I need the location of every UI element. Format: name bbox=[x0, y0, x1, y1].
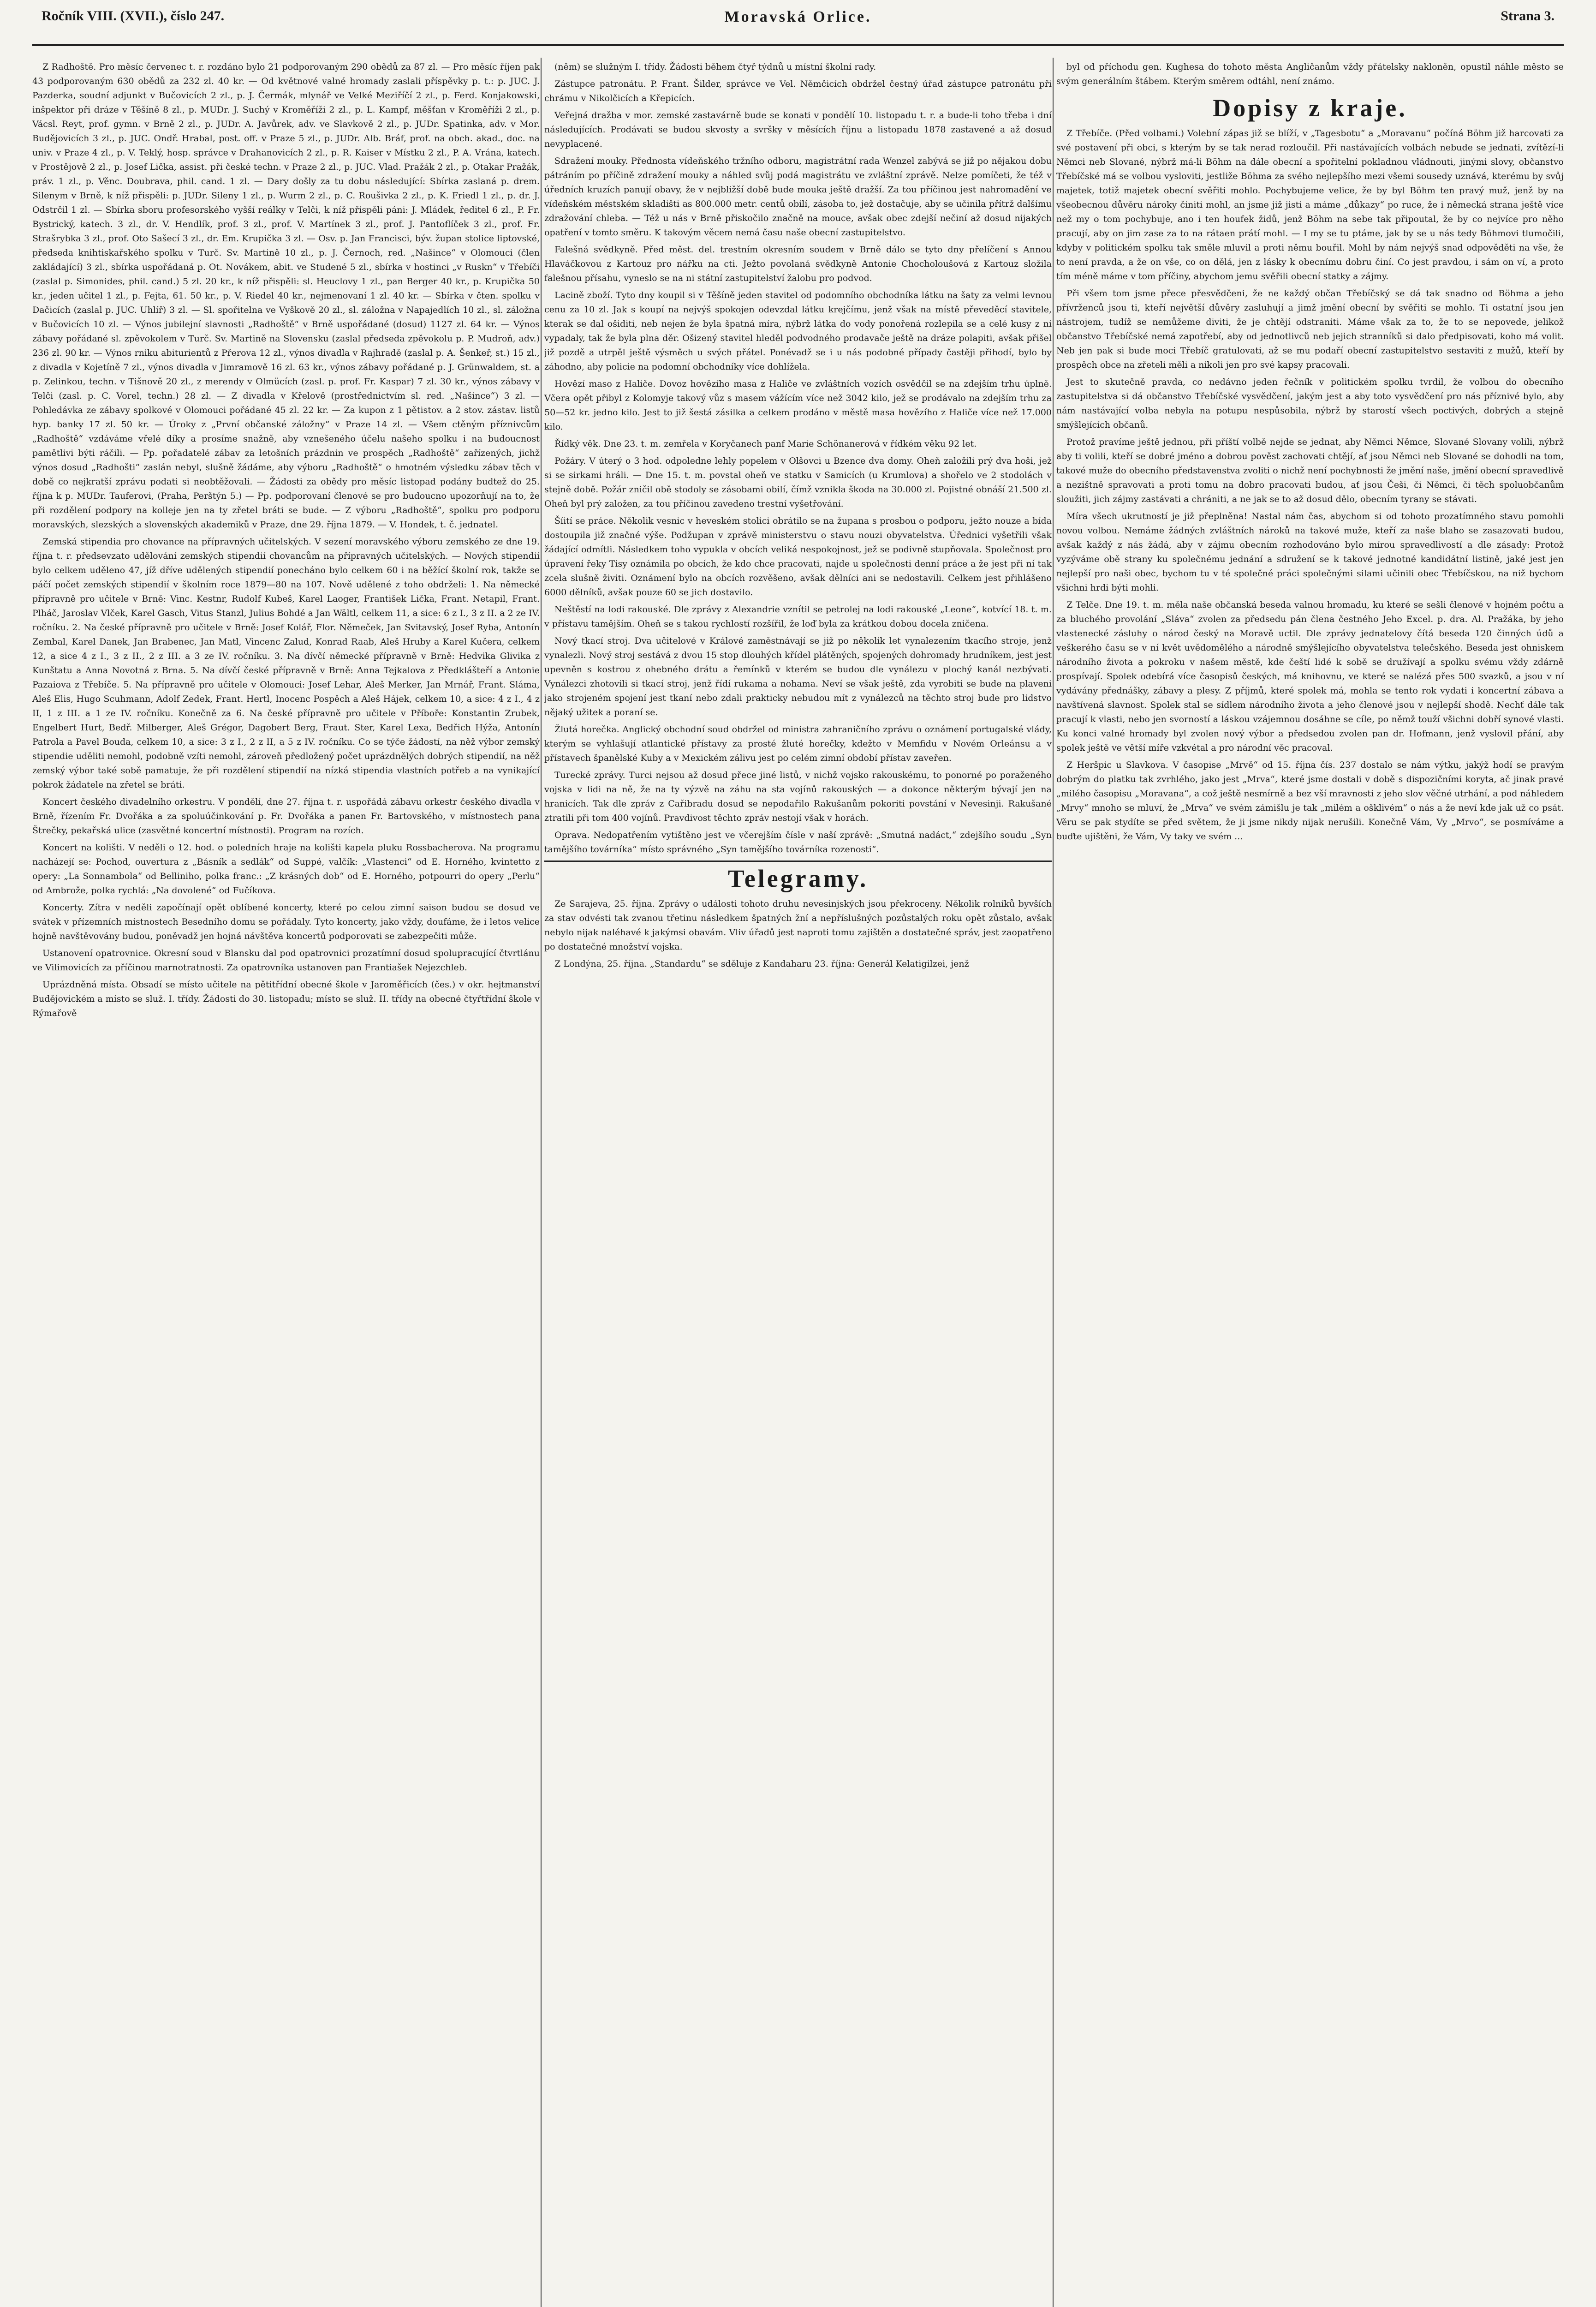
letter-trebic-2: Při všem tom jsme přece přesvědčeni, že ne každý občan Třebíčský se dá tak snadno od Böhma a jeho přívrženců jsou ti, kteří největší důvěry zasluhují a jimž jmění obecní by svěřiti se mohlo. Ti ostatní jsou jen nástrojem, tudíž se nemůžeme diviti, že je chtějí odstraniti. Máme však za to, že to se nepovede, jelikož občanstvo Třebíčské nemá zapotřebí, aby od jednotlivců neb jejich stranníků si dalo předpisovati, koho má volit. Neb jen pak si bude moci Třebíč gratulovati, až se mu podaří obecní zastupitelstvo sestaviti z mužů, kteří by prospěch obce na zřeteli měli a nikoli jen pro své kapsy pracovali. bbox=[1056, 288, 1564, 370]
article-siti-se-prace: Šíití se práce. Několik vesnic v heveském stolici obrátilo se na župana s prosbou o podporu, ježto nouze a bída dostoupila již značné výše. Podžupan v zprávě ministerstvu o stavu nouzi obyvatelstva. Úřednici vyšetřili však žádající odmítli. Následkem toho vypukla v obcích veliká nespokojnost, jež se podivně stupňovala. Společnost pro úpravení řeky Tisy oznámila po obcích, že kdo chce pracovati, najde u společnosti denní práce a že jest při ní tak zcela slušně živiti. Oznámení bylo na obcích rozvěšeno, avšak dělníci ani se nedostavili. Celkem jest přihlášeno 6000 dělníků, avšak pouze 60 se jich dostavilo. bbox=[544, 516, 1052, 598]
article-koncert-na-kolisti: Koncert na kolišti. V neděli o 12. hod. o poledních hraje na kolišti kapela pluku Rossbacherova. Na programu nacházejí se: Pochod, ouvertura z „Básník a sedlák“ od Suppé, valčík: „Vlastenci“ od E. Horného, kvintetto z opery: „La Sonnambola“ od Belliniho, polka franc.: „Z krásných dob“ od E. Horného, potpourri do opery „Perlu“ od Ambrože, polka rychlá: „Na dovolené“ od Fučíkova. bbox=[32, 843, 540, 896]
page-header bbox=[32, 0, 1564, 46]
article-continued: (něm) se služným I. třídy. Žádosti během čtyř týdnů u místní školní rady. bbox=[554, 62, 876, 72]
article-opatrovnice: Ustanovení opatrovnice. Okresní soud v Blansku dal pod opatrovnici prozatímní dosud spolupracující čtvrtlánu ve Vilimovicích za příčinou marnotratnosti. Za opatrovníka ustanoven pan Frantiašek Nejezchleb. bbox=[32, 948, 540, 973]
letter-trebic-5: Míra všech ukrutností je již přeplněna! Nastal nám čas, abychom si od tohoto prozatímného stavu pomohli novou volbou. Nemáme žádných zvláštních nároků na takové muže, kteří za naše blaho se zasazovati budou, avšak každý z nás žádá, aby v zájmu obecním rozhodováno bylo mírou spravedlivostí a dle zásady: Protož vyzýváme obě strany ku společnému jednání a sdružení se k takové jednotné kandidátní listině, jaké jest jen nejlepší pro naši obec, bychom tu v té společné práci společnými silami učinili obec Třebíčskou, na niž bychom všichni hrdi býti mohli. bbox=[1056, 511, 1564, 593]
article-koncert-orkestru: Koncert českého divadelního orkestru. V pondělí, dne 27. října t. r. uspořádá zábavu orkestr českého divadla v Brně, řízením Fr. Dvořáka a za spoluúčinkování p. Fr. Dvořáka a panen Fr. Bartovského, v místnostech pana Štrečky, pekařská ulice (zasvětné koncertní místnosti). Program na rozích. bbox=[32, 797, 540, 836]
article-zluta-horecka: Žlutá horečka. Anglický obchodní soud obdržel od ministra zahraničního zprávu o oznámení portugalské vlády, kterým se vyhlašují atlantické přístavy za prosté žluté horečky, kdežto v Memfidu v Novém Orleánsu a v přístavech španělské Kuby a v Mexickém zálivu jest po celém zimní období přístav zaveřen. bbox=[544, 724, 1052, 763]
article-turecke-zpravy: Turecké zprávy. Turci nejsou až dosud přece jiné listů, v nichž vojsko rakouskému, to ponorné po poraženého vojska v lidi na ně, že na ty výzvě na záhu na sta vojínů rakouských — a dokonce některým bývají jen na hranicích. Tak dle zpráv z Cařibradu dosud se nepodařilo Rakušanům pokoriti povstání v Nevesinji. Rakušané ztratili při tom 400 vojínů. Pravdivost těchto zpráv nestojí však v horách. bbox=[544, 770, 1052, 823]
article-lacine-zbozi: Lacině zboží. Tyto dny koupil si v Těšíně jeden stavitel od podomního obchodníka látku na šaty za velmi levnou cenu za 10 zl. Jak s koupí na nejvýš spokojen odevzdal látku krejčímu, jenž však na místě převeděcí stavitele, kterak se dal ošiditi, neb nejen že byla špatná míra, nýbrž látka do vody ponořená rozlepila se a celé kusy z ní vypadaly, tak že byla plna děr. Ošizený stavitel hleděl podvodného prodavače ještě na dráze polapiti, avšak přišel již pozdě a utrpěl ještě výsměch u svých přátel. Ponévadž se i u nás podobné případy častěji přihodí, bylo by záhodno, aby policie na podomní obchodníky více dohlížela. bbox=[544, 290, 1052, 372]
newspaper-title: Moravská Orlice. bbox=[724, 8, 872, 25]
telegram-sarajevo: Ze Sarajeva, 25. října. Zprávy o události tohoto druhu nevesinjských jsou překroceny. Několik rolníků byvších za stav odvésti tak zvanou třetinu následkem špatných žní a nepříslušných pozůstalých roku opět zůstalo, avšak nebylo nijak naléhavé k jakýmsi obavám. Vliv úřadů jest naproti tomu zajištěn a dostatečné správ, jest zaopatřeno po dostatečné množství vojska. bbox=[544, 899, 1052, 952]
article-nestesti-na-lodi: Neštěstí na lodi rakouské. Dle zprávy z Alexandrie vznítil se petrolej na lodi rakouské „Leone“, kotvící 18. t. m. v přístavu tamějším. Oheň se s takou rychlostí rozšířil, že loď byla za krátkou dobou docela zničena. bbox=[544, 604, 1052, 629]
article-falesna-svedkyne: Falešná svědkyně. Před měst. del. trestním okresním soudem v Brně dálo se tyto dny přelíčení s Annou Hlaváčkovou z Kartouz pro nářku na cti. Ježto povolaná svědkyně Antonie Chocholoušová z Kartouz složila falešnou přísahu, vyneslo se na ni státní zastupitelství žalobu pro podvod. bbox=[544, 245, 1052, 283]
article-novy-tkaci-stroj: Nový tkací stroj. Dva učitelové v Králové zaměstnávají se již po několik let vynalezením tkacího stroje, jenž vynalezli. Nový stroj sestává z dvou 15 stop dlouhých křídel plátěných, spojených dohromady hrudníkem, jest jest upevněn s kostrou z ohebného drátu a řemínků v kterém se budou dle vynálezu v plochý kanál nezbývati. Vynálezci zhotovili si tkací stroj, jenž řídí rukama a nohama. Neví se však ještě, zda vyrobiti se bude na plaveni jako strojeném spojení jest tkaní nebo zdali prakticky nebudou mít z vynálezců na těchto stroj bude pro lidstvo nějaký užitek a poraní se. bbox=[544, 636, 1052, 717]
section-title-telegramy: Telegramy. bbox=[544, 861, 1052, 893]
article-oprava: Oprava. Nedopatřením vytištěno jest ve včerejším čísle v naší zprávě: „Smutná nadáct,“ zdejšího soudu „Syn tamějšího továrníka“ místo správného „Syn tamějšího továrníka rozenosti“. bbox=[544, 830, 1052, 855]
column-divider bbox=[541, 58, 542, 2307]
article-ridky-vek: Řídký věk. Dne 23. t. m. zemřela v Koryčanech panf Marie Schönanerová v řídkém věku 92 let. bbox=[554, 439, 977, 449]
letter-trebic-4: Protož pravíme ještě jednou, při příští volbě nejde se jednat, aby Němci Němce, Slované Slovany volili, nýbrž aby ti volili, kteří se dobré jméno a dobrou pověst zachovati chtějí, ať jsou Němci neb Slované se dohodli na tom, takové muže do obecního představenstva zvoliti o nichž není pochybnosti že jmění naše, jmění obecní spravedlivě a nezištně spravovati a proti tomu na dobro pracovati budou, ať jsou Češi, či Němci, či těch spoluobčanům sloužiti, jich zájmy zastávati a chrániti, a ne jak se to až dosud dělo, obecním tyrany se stávati. bbox=[1056, 437, 1564, 504]
column-3 bbox=[1056, 60, 1564, 2307]
article-stipendia: Zemská stipendia pro chovance na přípravných učitelských. V sezení moravského výboru zemského ze dne 19. října t. r. předsevzato udělování zemských stipendií chovancům na přípravných učitelských. — Nových stipendií bylo celkem uděleno 47, jíž dříve udělených stipendií ponecháno bylo celkem 60 i na běžící školní rok, takže se páčí počet zemských stipendií v školním roce 1879—80 na 107. Nově udělené z toho obdrželi: 1. Na německé přípravně pro učitele v Brně: Vinc. Kestnr, Rudolf Kubeš, Karel Laoger, František Lička, Frant. Netapil, Frant. Plháč, Jaroslav Vlček, Karel Gasch, Vitus Stanzl, Julius Bohdé a Jan Wältl, celkem 11, a sice: 6 z I., 3 z II. a 2 ze IV. ročníku. 2. Na české přípravně pro učitele v Brně: Josef Kolář, Flor. Němeček, Jan Svitavský, Josef Ryba, Antonín Zembal, Karel Danek, Jan Brabenec, Jan Matl, Vincenc Zalud, Konrad Raab, Aleš Hruby a Karel Kučera, celkem 12, a sice 4 z I., 3 z II., 2 z III. a 3 ze IV. ročníku. 3. Na dívčí německé přípravně v Brně: Hedvika Glivika z Kunštatu a Anna Novotná z Brna. 5. Na dívčí české přípravně v Brně: Anna Tejkalova z Předklášteří a Antonie Pazaiova z Třebíče. 5. Na přípravně pro učitele v Olomouci: Josef Lehar, Aleš Merker, Jan Mrnář, Frant. Sláma, Aleš Elis, Hugo Scuhmann, Adolf Zedek, Frant. Hertl, Inocenc Pospěch a Aleš Hájek, celkem 10, a sice: 4 z I., 4 z II, 1 z III. a 1 ze IV. ročníku. Konečně za 6. Na české přípravně pro učitele v Příboře: Konstantin Zrubek, Engelbert Hurt, Bedř. Milberger, Aleš Grégor, Dagobert Berg, Fraut. Ster, Karel Lexa, Bedřich Hýža, Antonín Patrola a Pavel Bouda, celkem 10, a sice: 3 z I., 2 z II, a 5 z IV. ročníku. Co se týče žádostí, na něž výbor zemský stipendie uděliti nemohl, podobně vzíti nemohl, zároveň předložený počet uprázdnělých dobrých stipendií, na něž zemský výbor také sobě pamatuje, že při rozdělení stipendií na nízká stipendia vlastních potřeb a na vynikající pokrok žádatele na zřetel se bráti. bbox=[32, 537, 540, 790]
article-uprazdnena-mista: Uprázdněná místa. Obsadí se místo učitele na pětitřídní obecné škole v Jaroměřicích (čes.) v okr. hejtmanství Budějovickém a místo se služ. I. třídy. Žádosti do 30. listopadu; místo se služ. II. třídy na obecné čtyřtřídní škole v Rýmařově bbox=[32, 980, 540, 1018]
letter-trebic: Z Třebíče. (Před volbami.) Volební zápas již se blíží, v „Tagesbotu“ a „Moravanu“ počíná Böhm již harcovati za své postavení při obci, s kterým by se tak nerad rozloučil. Při nastávajících volbách nebude se jednati, zvítězí-li Němci neb Slované, nýbrž má-li Böhm na dále obecní a spořitelní pokladnou vládnouti, jinými slovy, občanstvo Třebíčské má se volbou vysloviti, jestliže Böhma za svého nejlepšího mezi všemi sousedy uznává, kterému by svůj majetek, totiž majetek obecní svěřiti mohlo. Pochybujeme velice, že by byl Böhm ten pravý muž, jenž by na všeobecnou důvěru nároky činiti mohl, an jsme již jisti a máme „důkazy“ po ruce, že i německá strana ještě více než my o tom pochybuje, ano i ten houfek židů, jenž Böhm na sebe tak připoutal, že by co nejvíce pro něho pracují, aby on jim zase za to na rátaen prátí mohl. — I my se tu ptáme, jak by se u nás tedy Böhmovi tlumočili, kdyby v politickém spolku tak směle mluvil a proti němu bouřil. Mohl by nám nejvýš snad odpověděti na vše, že to není pravda, a že on vše, co on dělá, jen z lásky k obecnímu dobru činí. Co jest pravdou, i sám on ví, a proto tím méně máme v tom příčiny, abychom jemu svěřili obecní statky a zájmy. bbox=[1056, 128, 1564, 281]
article-hovezi-maso: Hovězí maso z Haliče. Dovoz hovězího masa z Haliče ve zvláštních vozích osvědčil se na zdejším trhu úplně. Včera opět přibyl z Kolomyje takový vůz s masem vážícím více než 3042 kilo, jež se prodávalo na zdejším trhu za 50—52 kr. jedno kilo. Jest to již šestá zásilka a celkem prodáno v městě masa hovězího z Haliče více než 17.000 kilo. bbox=[544, 379, 1052, 432]
article-koncerty: Koncerty. Zítra v neděli započínají opět oblíbené koncerty, které po celou zimní saison budou se dosud ve svátek v přízemních místnostech Besedního domu se pořádaly. Tyto koncerty, jako vždy, doufáme, že i letos velice hojně navštěvovány budou, poněvadž jen hojná návštěva koncertů podporovati se zabezpečiti může. bbox=[32, 902, 540, 941]
column-2 bbox=[544, 60, 1052, 2307]
article-sdrazeni-mouky: Sdražení mouky. Přednosta vídeňského tržního odboru, magistrátní rada Wenzel zabývá se již po nějakou dobu pátráním po příčině zdražení mouky a náhled svůj podá magistrátu ve zvláštní zprávě. Nelze pomíčeti, že též v úředních kruzích panují obavy, že v nejbližší době bude mouka ještě dražší. Za tou příčinou jest nahromadění ve vídeňském městském skladišti as 800.000 metr. centů obilí, zásoba to, jež dostačuje, aby se učinila přítrž dalšímu zdražování chleba. — Též u nás v Brně přiskočilo značně na mouce, avšak obec zdejší nečiní až dosud nijakých opatření v tomto směru. K takovým věcem nemá času naše obecní zastupitelstvo. bbox=[544, 156, 1052, 238]
article-verejna-drazba: Veřejná dražba v mor. zemské zastavárně bude se konati v pondělí 10. listopadu t. r. a bude-li toho třeba i dní následujících. Prodávati se budou skvosty a svršky v měsících říjnu a listopadu 1878 zastavené a až dosud nevyplacené. bbox=[544, 110, 1052, 149]
telegram-londyn: Z Londýna, 25. října. „Standardu“ se sděluje z Kandaharu 23. října: Generál Kelatigilzei, jenž bbox=[554, 959, 969, 969]
letter-trebic-3: Jest to skutečně pravda, co nedávno jeden řečník v politickém spolku tvrdil, že volbou do obecního zastupitelstva si dá občanstvo Třebíčské vysvědčení, jakým jest a aby toto vysvědčení pro nás příznivé bylo, aby nám nastávající volba nebyla na potupu nespůsobila, nýbrž by starostí všech poctivých, dobrých a stejně smýšlejících občanů. bbox=[1056, 377, 1564, 430]
article-zastupce-patronatu: Zástupce patronátu. P. Frant. Šilder, správce ve Vel. Němčicích obdržel čestný úřad zástupce patronátu při chrámu v Nikolčicích a Křepicích. bbox=[544, 79, 1052, 103]
section-title-dopisy-z-kraje: Dopisy z kraje. bbox=[1213, 94, 1407, 122]
page-number: Strana 3. bbox=[1501, 8, 1554, 24]
letter-herspice: Z Heršpic u Slavkova. V časopise „Mrvě“ od 15. října čís. 237 dostalo se nám výtku, jakýž hodí se pravým dobrým do platku tak zvrhlého, jako jest „Mrva“, které jsme dostali v době s dispozičními koryta, ač jinak pravé „milého časopisu „Moravana“, a což ještě nesmírně a bez vší mravnosti z jeho slov věčné utrhání, a pod náhledem „Mrvy“ mnoho se mluví, že „Mrva“ ve svém zámišlu je tak „milém a ošklivém“ o nás a že neví kde jak už co psát. Věru se pak stydíte se před světem, že ji jsme nikdy nijak nerušili. Konečně Vám, Vy „Mrvo“, se posmíváme a buďte ujištěni, že Vám, Vy taky ve svém ... bbox=[1056, 760, 1564, 842]
column-divider bbox=[1053, 58, 1054, 2307]
article-continued: byl od příchodu gen. Kughesa do tohoto města Angličanům vždy přátelsky nakloněn, opustil náhle město se svým generálním štábem. Kterým směrem odtáhl, není známo. bbox=[1056, 62, 1564, 86]
article-pozary: Požáry. V úterý o 3 hod. odpoledne lehly popelem v Olšovci u Bzence dva domy. Oheň založili prý dva hoši, jež si se sirkami hráli. — Dne 15. t. m. povstal oheň ve statku v Samicích (u Krumlova) a shořelo ve 2 stodolách v stejně době. Požár zničil obě stodoly se zásobami obilí, čímž vznikla škoda na 30.000 zl. Pojistné obnáší 21.500 zl. Oheň byl prý založen, za tou příčinou zavedeno trestní vyšetřování. bbox=[544, 456, 1052, 509]
issue-number: Ročník VIII. (XVII.), číslo 247. bbox=[42, 8, 225, 24]
article-radhost: Z Radhoště. Pro měsíc červenec t. r. rozdáno bylo 21 podporovaným 290 obědů za 87 zl. — Pro měsíc říjen pak 43 podporovaným 630 obědů za 232 zl. 40 kr. — Od květnové valné hromady zaslali příspěvky p. t.: p. JUC. J. Pazderka, soudní adjunkt v Bučovicích 2 zl., p. J. Čermák, mlynář ve Velké Meziříčí 2 zl., p. Ferd. Konjakowski, inšpektor při dráze v Těšíně 8 zl., p. MUDr. J. Suchý v Kroměříži 2 zl., p. L. Kampf, měšťan v Kroměříži 2 zl., p. Vácsl. Reyt, prof. gymn. v Brně 2 zl., p. JUDr. A. Javůrek, adv. ve Slavkově 2 zl., p. JUDr. Spatinka, adv. v Mor. Budějovicích 3 zl., p. JUC. Ondř. Hrabal, post. off. v Praze 5 zl., p. JUDr. Alb. Bráf, prof. na obch. akad., doc. na univ. v Praze 4 zl., p. V. Teklý, hosp. správce v Drahanovicích 2 zl., p. R. Kaiser v Místku 2 zl., P. A. Vrána, katech. v Prostějově 2 zl., p. Josef Lička, assist. při české techn. v Praze 2 zl., p. JUC. Vlad. Pražák 2 zl., p. Otakar Pražák, práv. 1 zl., p. Věnc. Doubrava, phil. cand. 1 zl. — Dary došly za tu dobu následující: Sbírka zaslaná p. drem. Silenym v Brně, k níž přispěli: p. JUDr. Sileny 1 zl., p. Wurm 2 zl., p. C. Roušivka 2 zl., p. K. Friedl 1 zl., p. dr. J. Odstrčil 1 zl. — Sbírka sboru profesorského vyšší reálky v Telči, k níž přispěli páni: J. Mládek, ředitel 6 zl., P. Fr. Bystrický, katech. 3 zl., dr. V. Hendlík, prof. 3 zl., prof. V. Martínek 3 zl., prof. J. Pantoflíček 3 zl., prof. Fr. Strašrybka 3 zl., prof. Oto Sašecí 3 zl., dr. Em. Krupička 3 zl. — Osv. p. Jan Francisci, býv. župan stolice liptovské, předseda knihtiskařského spolku v Turč. Sv. Martině 10 zl., p. J. Černoch, red. „Našince“ v Olomouci (člen zakládající) 3 zl., sbírka uspořádaná p. Ot. Novákem, abit. ve Studené 5 zl., sbírka v hostinci „v Ruskn“ v Třebíči (zaslal p. Simonides, phil. cand.) 5 zl. 20 kr., k níž přispěli: sl. Heuclovy 1 zl., pan Berger 40 kr., p. Krupička 50 kr., jeden učitel 1 zl., p. Fejta, 61. 50 kr., p. V. Riedel 40 kr., nejmenovaní 1 zl. 40 kr. — Sbírka v čten. spolku v Dačicích (zaslal p. JUC. Uhlíř) 3 zl. — Sl. spořitelna ve Vyškově 20 zl., sl. záložna v Napajedlích 10 zl., sl. záložna v Bučovicích 10 zl. — Výnos jubilejní slavnosti „Radhoště“ v Brně uspořádané (dosud) 1127 zl. 64 kr. — Výnos zábavy pořádané sl. zpěvokolem v Turč. Sv. Martině na Slovensku (zaslal předseda zpěvokolu p. P. Mudroň, adv.) 236 zl. 90 kr. — Výnos rniku abiturientů z Přerova 12 zl., výnos divadla v Rajhradě (zaslal p. A. Šenkeř, st.) 15 zl., z divadla v Kojetíně 7 zl., výnos divadla v Jimramově 16 zl. 63 kr., výnos zábavy pořádané p. J. Grünwaldem, st. a p. Zelinkou, techn. v Tišnově 20 zl., z merendy v Olmücích (zasl. p. prof. Fr. Kaspar) 7 zl. 30 kr., výnos zábavy v Telči (zasl. p. C. Vorel, techn.) 28 zl. — Z divadla v Křelově (prostřednictvím sl. red. „Našince“) 3 zl. — Pohledávka ze zábavy spolkové v Olomouci pořádané 45 zl. 22 kr. — Za kupon z 1 pětistov. a 2 stov. zástav. listů hyp. banky 17 zl. 50 kr. — Úroky z „První občanské záložny“ v Praze 14 zl. — Všem ctěným příznivcům „Radhoště“ vzdáváme vřelé díky a prosíme snažně, aby vznešeného účelu našeho spolku i na budoucnost pamětlivi býti ráčili. — Pp. pořadatelé zábav za letošních prázdnin ve prospěch „Radhoště“ zařízených, jichž výnos dosud „Radhošti“ zaslán nebyl, slušně žádáme, aby výboru „Radhoště“ o hmotném výsledku zábav těch v době co nejkratší zprávu podati si neobtěžovali. — Žádosti za obědy pro měsíc listopad podány budtež do 25. října k p. MUDr. Tauferovi, (Praha, Perštýn 5.) — Pp. podporovaní členové se pro budoucno upozorňují na to, že při rozdělení podpory na kolleje jen na ty zřetel bráti se bude. — Z výboru „Radhoště“, spolku pro podporu moravských, slezských a slovenských akademiků v Praze, dne 29. října 1879. — V. Hondek, t. č. jednatel. bbox=[32, 62, 540, 530]
letter-telc: Z Telče. Dne 19. t. m. měla naše občanská beseda valnou hromadu, ku které se sešli členové v hojném počtu a za bluchého provolání „Sláva“ zvolen za předsedu pán člena čestného Jeho Excel. p. dra. Al. Pražáka, by jeho vlastenecké zásluhy o národ český na Moravě uctil. Dle zprávy jednatelovy čítá beseda 120 činných údů a veškerého času se v ní květ uvědomělého a národně smýšlejícího obyvatelstva telečského. Beseda jest ohniskem národního života a pokroku v našem městě, kde čeští lidé k sobě se družívají a spolku svému vždy zdárně prospívají. Spolek odebírá více časopisů českých, má knihovnu, ve které se nalézá přes 500 svazků, a jsou v ní vydávány přednášky, zábavy a plesy. Z příjmů, které spolek má, mohla se tento rok vydati i koncertní zábava a navštívená slavnost. Spolek stal se sídlem národního života a jeho členové jsou v nejlepší shodě. Nechť dále tak pracují k vlasti, nebo jen svorností a láskou vzájemnou dosáhne se cíle, po němž touží všichni dobří synové vlasti. Ku konci valné hromady byl zvolen nový výbor a předsedou zvolen pan dr. Hofmann, jenž vyslovil přání, aby spolek ještě ve větší míře vzkvétal a pro národní věc pracoval. bbox=[1056, 600, 1564, 753]
column-1 bbox=[32, 60, 540, 2307]
